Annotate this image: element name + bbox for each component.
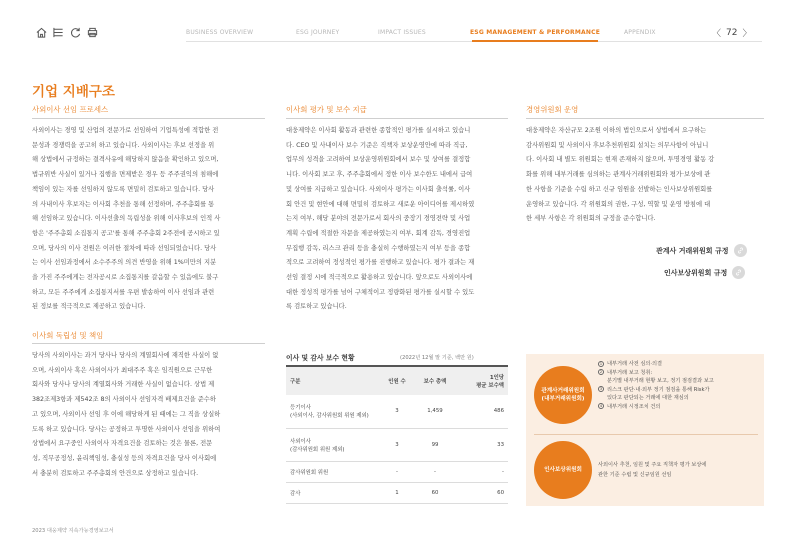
text-line: 으며, 당사의 이사 전원은 이러한 절차에 따라 선임되었습니다. 당사 [32,244,217,252]
text-line: 업무의 성격을 고려하여 보상운영위원회에서 보수 및 상여를 결정합 [286,156,471,164]
text-line: 해 선임하고 있습니다. 이사선출의 독립성을 위해 이사후보의 인적 사 [32,215,221,223]
text-line: 도록 하고 있습니다. 당사는 공정하고 투명한 사외이사 선임을 위하여 [32,425,221,433]
text-line: 대한 정성적 평가를 넘어 구체적이고 정량화된 평가를 실시할 수 있도 [286,288,475,296]
text-line: 화를 위해 내부거래를 심의하는 관계사거래위원회와 평가·보상에 관 [526,171,711,179]
heading-rule [526,118,764,119]
paragraph-board-independence [32,349,266,481]
link-affiliate-transaction-rules[interactable] [656,244,747,257]
duty-text: 사외이사 추천, 임원 및 주요 직책자 평가 보상에 [598,462,707,468]
duty-text: 내부거래 사전 심의·의결 [607,361,663,367]
duty-item [598,369,762,378]
text-line: 고 있으며, 사외이사 선임 후 이에 해당하게 된 때에는 그 직을 상실하 [32,410,221,418]
paragraph-outside-director-process [32,124,266,315]
cell-average: 486 [458,395,508,428]
heading-rule [32,343,265,344]
cell-total: 60 [412,482,458,503]
header-category: 구분 [286,367,382,395]
utility-icons [36,27,98,38]
nav-esg-journey[interactable]: ESG JOURNEY [296,29,340,36]
cell-average: 33 [458,428,508,461]
link-icon[interactable] [732,266,745,279]
text-line: 서 충분히 검토하고 주주총회의 안건으로 상정하고 있습니다. [32,469,199,477]
committee-badge-affiliate [534,366,592,424]
cell-category: 감사 [286,482,382,503]
text-line: 무집행 감독, 리스크 관리 등을 충실히 수행하였는지 여부 등을 종합 [286,244,471,252]
heading-board-independence: 이사회 독립성 및 책임 [32,331,104,340]
table-header-row [286,367,508,395]
text-line: 록 검토하고 있습니다. [286,303,347,311]
cell-category [286,428,382,461]
heading-board-evaluation: 이사회 평가 및 보수 지급 [286,105,367,114]
badge-line: 관계사거래위원회 [541,388,585,394]
cell-count: 3 [382,428,412,461]
nav-appendix[interactable]: APPENDIX [624,29,656,36]
panel-divider [534,434,758,435]
number-badge: 3 [599,386,603,392]
table-note: (2022년 12월 말 기준, 백만 원) [400,355,474,361]
duty-item [598,360,762,369]
nav-esg-management[interactable]: ESG MANAGEMENT & PERFORMANCE [470,29,601,36]
header-average-line2: 평균 보수액 [476,383,504,389]
text-line: 한 사항을 기준을 수립 하고 신규 임원을 선발하는 인사보상위원회를 [526,185,713,193]
cell-category: 감사위원회 위원 [286,461,382,482]
paragraph-committee-operation [526,124,766,227]
badge-line: 인사보상위원회 [544,467,582,473]
text-line: 니다. 이사회 보고 후, 주주총회에서 정한 이사 보수한도 내에서 급여 [286,171,473,179]
text-line: 계획 수립에 적절한 자문을 제공하였는지 여부, 회계 감독, 경영진업 [286,229,471,237]
text-line: 문성과 경쟁력을 공고히 하고 있습니다. 사외이사는 후보 선정을 위 [32,141,215,149]
cell-category [286,395,382,428]
number-badge: 2 [599,369,603,375]
text-line: 는지 여부, 해당 분야의 전문가로서 회사의 중장기 경영전략 및 사업 [286,215,471,223]
duty-item [598,386,762,395]
number-badge: 4 [599,403,603,409]
link-icon[interactable] [734,244,747,257]
text-line: 상법에서 요구중인 사외이사 자격요건을 검토하는 것은 물론, 전문 [32,440,213,448]
text-line: 해 상법에서 규정하는 결격사유에 해당하지 않음을 확인하고 있으며, [32,156,219,164]
text-line: 적으로 고려하여 정성적인 평가를 진행하고 있습니다. 평가 결과는 재 [286,259,475,267]
cell-count: 3 [382,395,412,428]
committee-duties-hr [598,461,762,480]
heading-committee-operation: 경영위원회 운영 [526,105,579,114]
cell-total: - [412,461,458,482]
next-page-button[interactable]: 〉 [742,29,752,39]
duty-text: 관한 기준 수립 및 신규임원 선임 [598,471,672,478]
text-line: 법규위반 사실이 있거나 집행을 면제받은 경우 등 주주권익의 침해에 [32,171,219,179]
text-line: 다. 이사회 내 별도 위원회는 현재 존재하지 않으며, 투명경영 활동 강 [526,156,715,164]
duty-subitem: 분기별 내부거래 현황 보고, 정기 점검결과 보고 [607,378,714,385]
text-line: 항은 '주주총회 소집통지 공고'를 통해 주주총회 2주전에 공시하고 있 [32,229,220,237]
cell-line: (감사위원회 위원 제외) [290,446,345,453]
page-title: 기업 지배구조 [32,84,115,100]
list-icon[interactable] [53,27,64,38]
link-label: 인사보상위원회 규정 [664,268,728,277]
text-line: 당사의 사외이사는 과거 당사나 당사의 계열회사에 재직한 사실이 없 [32,352,219,359]
cell-average: - [458,461,508,482]
nav-rule [186,41,762,42]
text-line: 을 가진 주주에게는 전자공시로 소집통지를 갈음할 수 있음에도 불구 [32,274,219,282]
nav-active-indicator [472,40,598,42]
table-row [286,461,508,482]
cell-total: 1,459 [412,395,458,428]
duty-text: 내부거래 보고 청취: [607,369,653,376]
heading-outside-director-process: 사외이사 선임 프로세스 [32,105,109,114]
link-label: 관계사 거래위원회 규정 [656,246,729,255]
duty-text: 내부거래 시정조치 건의 [607,403,661,410]
top-navigation [0,0,790,62]
text-line: 선임 결정 시에 적극적으로 활용하고 있습니다. 앞으로도 사외이사에 [286,274,473,282]
header-average [458,367,508,395]
table-row [286,482,508,503]
prev-page-button[interactable]: 〈 [712,29,722,39]
text-line: 는 이사 선임과정에서 소수주주의 의견 반영을 위해 1%미만의 지분 [32,259,217,267]
text-line: 회 안건 및 현안에 대해 면밀히 검토하고 새로운 아이디어를 제시하였 [286,200,475,208]
badge-line: (내부거래위원회) [541,396,585,402]
text-line: 책임이 있는 자를 선임하지 않도록 면밀히 검토하고 있습니다. 당사 [32,185,215,193]
text-line: 대웅제약은 이사회 활동과 관련한 종합적인 평가를 실시하고 있습니 [286,127,471,134]
text-line: 및 상여를 지급하고 있습니다. 사외이사 평가는 이사회 출석률, 이사 [286,185,471,193]
cell-count: 1 [382,482,412,503]
text-line: 382조제3항과 제542조 8의 사외이사 선임자격 배제요건을 준수하 [32,396,216,404]
nav-business-overview[interactable]: BUSINESS OVERVIEW [186,29,254,36]
paragraph-board-evaluation [286,124,509,315]
cell-count: - [382,461,412,482]
header-total: 보수 총액 [412,367,458,395]
heading-rule [32,118,265,119]
table-title: 이사 및 감사 보수 현황 [286,354,355,362]
cell-line: 등기이사 [290,405,311,412]
text-line: 사외이사는 경영 및 산업의 전문가로 선임하여 기업특성에 적합한 전 [32,127,219,134]
duty-text: 리스크 판단·내·외부 정기 점검을 통해 Risk가 [607,386,710,393]
text-line: 운영하고 있습니다. 각 위원회의 권한, 구성, 역할 및 운영 방침에 대 [526,200,711,208]
home-icon[interactable] [36,27,47,38]
cell-line: 사외이사 [290,438,311,445]
table-row [286,428,508,461]
number-badge: 1 [599,360,603,366]
print-icon[interactable] [87,27,98,38]
pager [712,26,751,39]
committee-duties-affiliate [598,360,762,412]
header-average-line1: 1인당 [489,375,504,381]
page-number: 72 [726,27,738,38]
header-count: 인원 수 [382,367,412,395]
text-line: 대웅제약은 자산규모 2조원 이하의 법인으로서 상법에서 요구하는 [526,127,707,134]
link-hr-compensation-rules[interactable] [664,266,745,279]
text-line: 의 사내이사 후보자는 이사회 추천을 통해 선정하며, 주주총회를 통 [32,200,215,208]
heading-rule [286,118,508,119]
nav-impact-issues[interactable]: IMPACT ISSUES [378,29,426,36]
footer-report-name: 2023 대웅제약 지속가능경영보고서 [32,528,114,534]
cell-line: (사외이사, 감사위원회 위원 제외) [290,413,369,420]
text-line: 한 세부 사항은 각 위원회의 규정을 준수합니다. [526,215,656,223]
committee-badge-hr [534,441,592,499]
refresh-icon[interactable] [70,27,81,38]
text-line: 다. CEO 및 사내이사 보수 기준은 직책자 보상운영안에 따라 직급, [286,141,468,149]
text-line: 성, 직무공정성, 윤리책임성, 충실성 등의 자격요건을 당사 이사회에 [32,454,217,462]
text-line: 감사위원회 및 사외이사 후보추천위원회 설치는 의무사항이 아닙니 [526,141,709,149]
cell-total: 99 [412,428,458,461]
text-line: 하고, 모든 주주에게 소집통지서를 우편 발송하여 이사 선임과 관련 [32,288,215,296]
compensation-table [286,367,508,504]
text-line: 된 정보를 적극적으로 제공하고 있습니다. [32,303,146,311]
duty-item [598,403,762,412]
text-line: 으며, 사외이사 혹은 사외이사가 최대주주 혹은 임직원으로 근무한 [32,366,213,374]
table-row [286,395,508,428]
duty-subitem: 있다고 판단되는 거래에 대한 재심의 [607,395,689,402]
text-line: 회사와 당사나 당사의 계열회사와 거래한 사실이 없습니다. 상법 제 [32,381,215,389]
cell-average: 60 [458,482,508,503]
